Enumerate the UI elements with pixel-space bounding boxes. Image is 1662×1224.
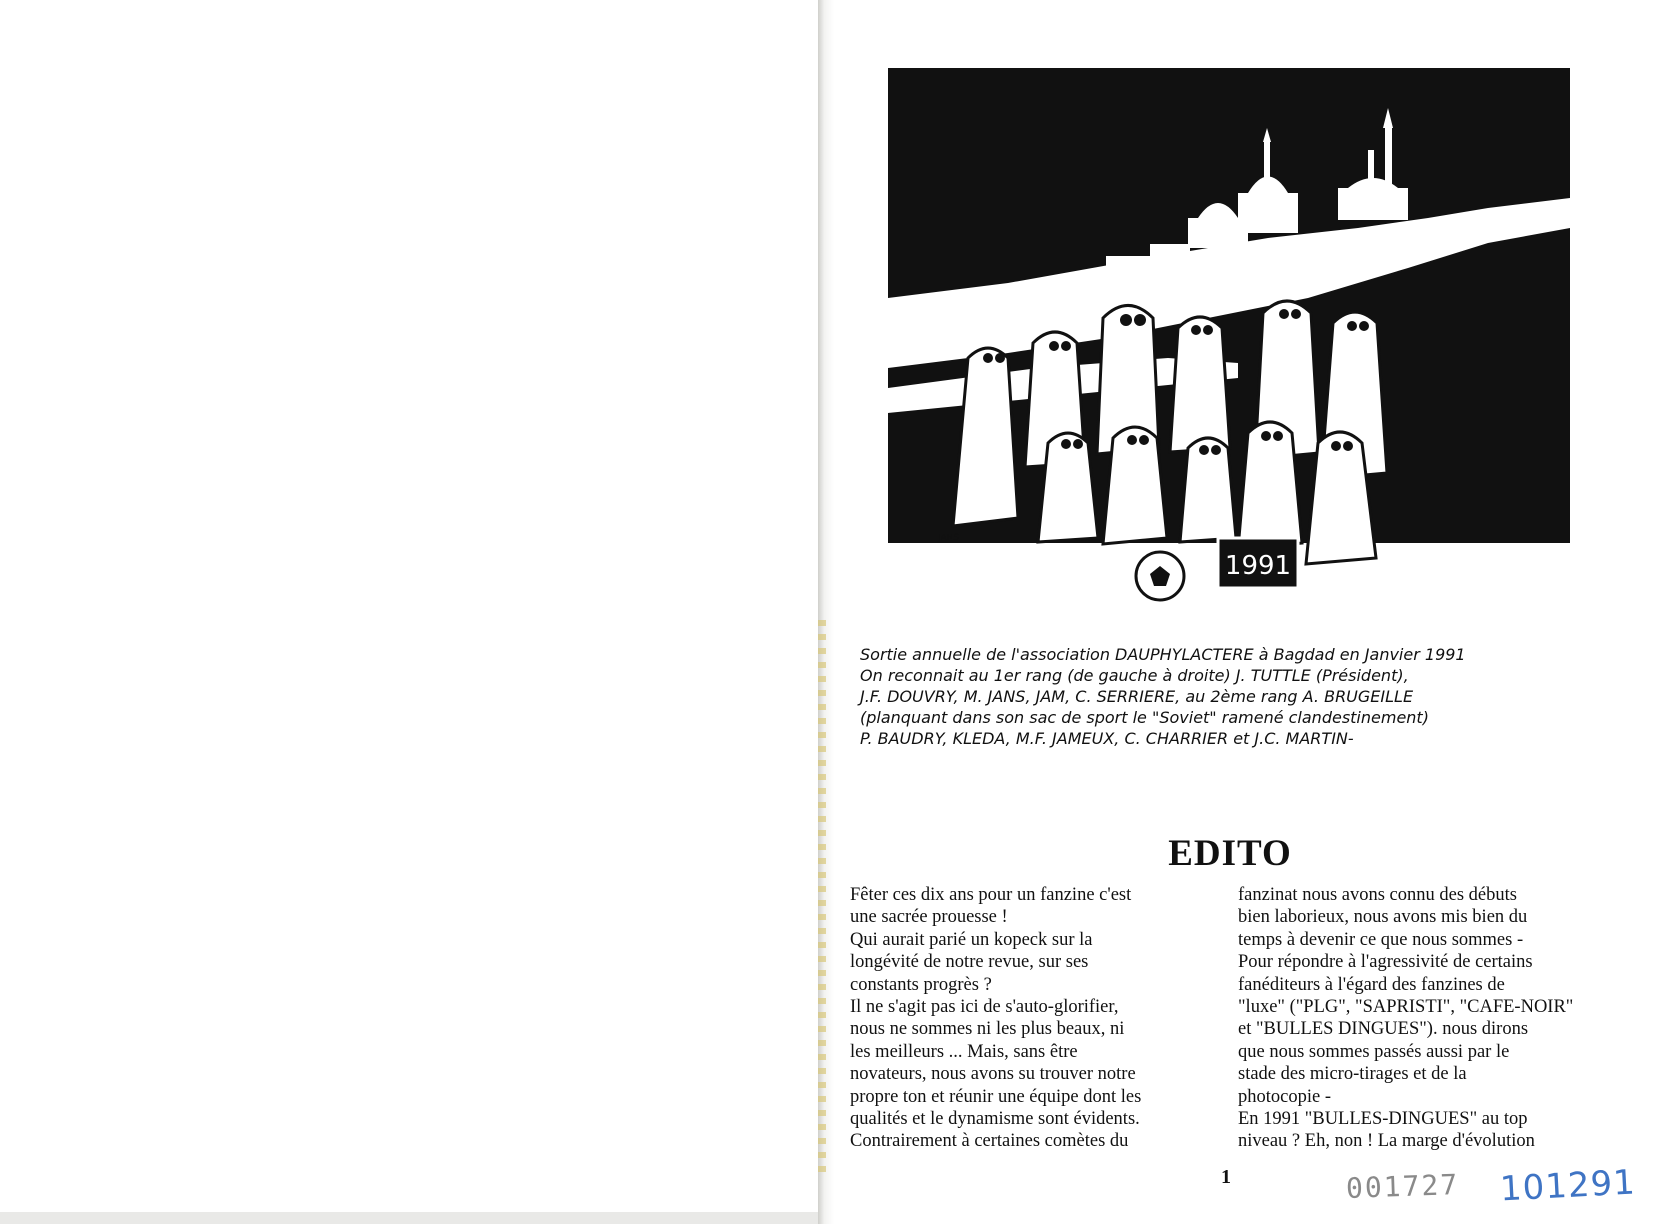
binding-threads [818, 620, 826, 1180]
text-line: Pour répondre à l'agressivité de certains [1238, 952, 1533, 973]
text-line: constants progrès ? [850, 974, 992, 995]
text-line: qualités et le dynamisme sont évidents. [850, 1109, 1140, 1130]
caption-line: J.F. DOUVRY, M. JANS, JAM, C. SERRIERE, au 2ème rang A. BRUGEILLE [860, 687, 1414, 706]
caption-line: P. BAUDRY, KLEDA, M.F. JAMEUX, C. CHARRIER et J.C. MARTIN- [860, 729, 1354, 748]
text-line: "luxe" ("PLG", "SAPRISTI", "CAFE-NOIR" [1238, 997, 1574, 1018]
blank-left-page [0, 0, 818, 1212]
group-illustration [888, 68, 1570, 616]
text-line: novateurs, nous avons su trouver notre [850, 1064, 1136, 1085]
page-number: 1 [1221, 1166, 1231, 1188]
text-line: Contrairement à certaines comètes du [850, 1131, 1129, 1152]
text-line: En 1991 "BULLES-DINGUES" au top [1238, 1109, 1528, 1130]
text-line: bien laborieux, nous avons mis bien du [1238, 907, 1528, 928]
sign-1991-text: 1991 [1224, 551, 1292, 581]
text-line: que nous sommes passés aussi par le [1238, 1041, 1510, 1062]
artist-signature: JANS [938, 533, 960, 543]
caption-line: On reconnait au 1er rang (de gauche à droite) J. TUTTLE (Président), [860, 666, 1409, 685]
text-line: nous ne sommes ni les plus beaux, ni [850, 1019, 1125, 1040]
text-line: stade des micro-tirages et de la [1238, 1064, 1467, 1085]
caption-line: (planquant dans son sac de sport le "Soviet" ramené clandestinement) [860, 708, 1429, 727]
text-line: Fêter ces dix ans pour un fanzine c'est [850, 885, 1132, 905]
text-line: et "BULLES DINGUES"). nous dirons [1238, 1019, 1529, 1040]
edito-column-right [1238, 884, 1598, 1153]
ink-inventory-number: 101291 [1499, 1162, 1637, 1210]
text-line: niveau ? Eh, non ! La marge d'évolution [1238, 1131, 1535, 1152]
text-line: les meilleurs ... Mais, sans être [850, 1041, 1078, 1062]
edito-heading: EDITO [1168, 833, 1292, 874]
text-line: photocopie - [1238, 1086, 1331, 1107]
illustration-caption [860, 644, 1590, 749]
edito-column-left [850, 884, 1210, 1153]
text-line: longévité de notre revue, sur ses [850, 952, 1089, 973]
text-line: une sacrée prouesse ! [850, 907, 1008, 928]
pencil-inventory-number: 001727 [1345, 1168, 1460, 1205]
text-line: temps à devenir ce que nous sommes - [1238, 929, 1524, 950]
caption-line: Sortie annuelle de l'association DAUPHYLACTERE à Bagdad en Janvier 1991 [860, 645, 1466, 664]
text-line: fanéditeurs à l'égard des fanzines de [1238, 974, 1505, 995]
text-line: Il ne s'agit pas ici de s'auto-glorifier, [850, 997, 1119, 1018]
text-line: fanzinat nous avons connu des débuts [1238, 885, 1517, 905]
text-line: Qui aurait parié un kopeck sur la [850, 929, 1093, 950]
text-line: propre ton et réunir une équipe dont les [850, 1086, 1142, 1107]
